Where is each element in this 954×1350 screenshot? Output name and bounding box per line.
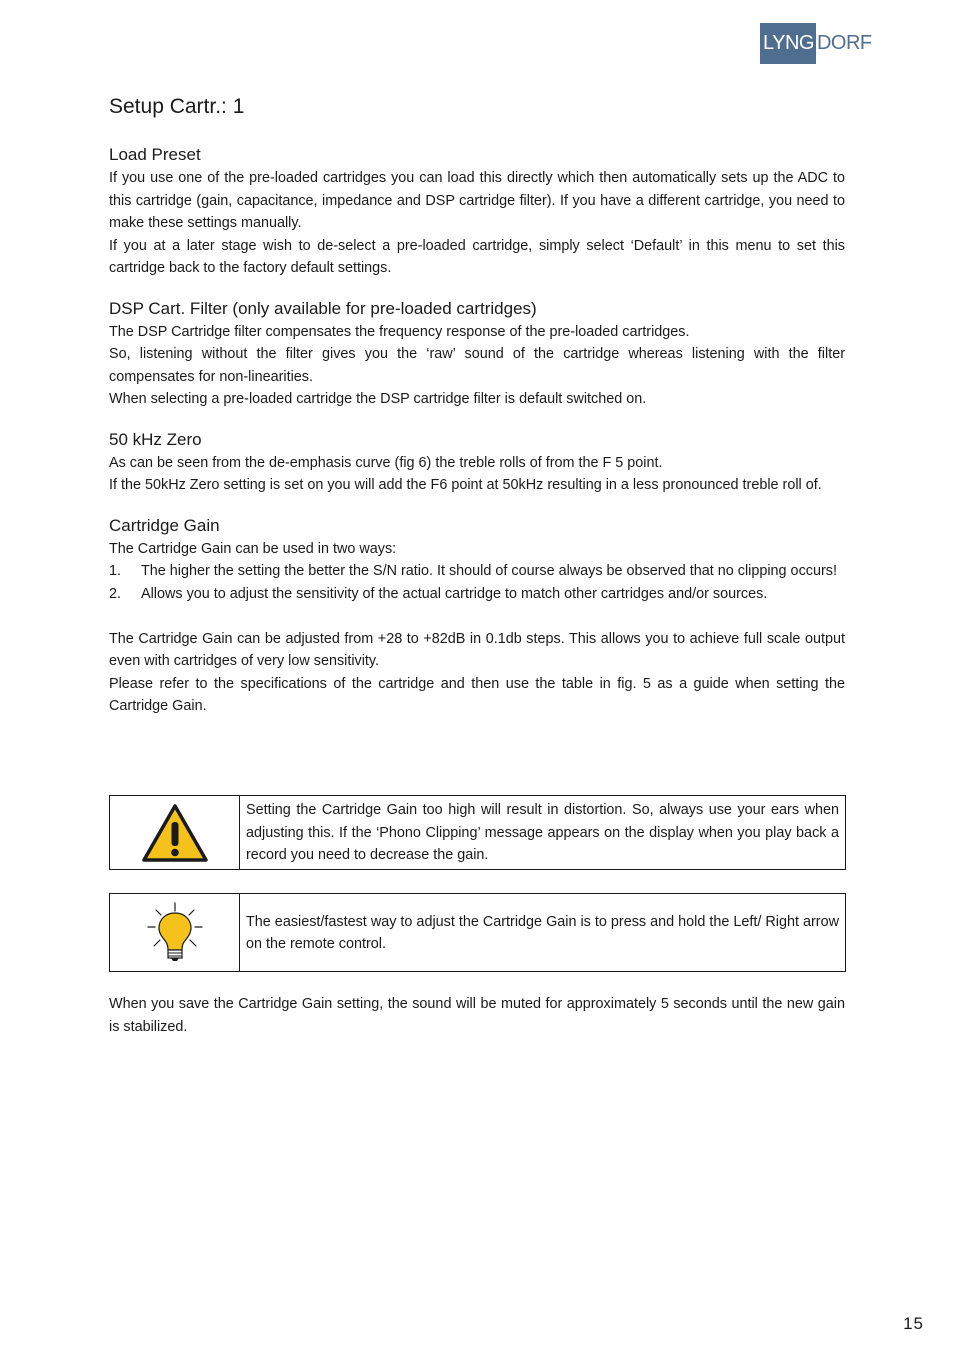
section-50khz-zero xyxy=(109,429,845,497)
list-item-text: The higher the setting the better the S/N ratio. It should of course always be observed that no clipping occurs! xyxy=(141,563,837,579)
page-title: Setup Cartr.: 1 xyxy=(109,95,245,118)
page-number: 15 xyxy=(903,1314,924,1333)
paragraph: When you save the Cartridge Gain setting, the sound will be muted for approximately 5 seconds until the new gain is stabilized. xyxy=(109,996,845,1035)
main-content xyxy=(109,92,845,736)
section-heading: Load Preset xyxy=(109,145,201,164)
tip-text-cell xyxy=(240,894,845,971)
paragraph: When selecting a pre-loaded cartridge the DSP cartridge filter is default switched on. xyxy=(109,391,647,407)
section-heading: Cartridge Gain xyxy=(109,515,220,535)
list-item xyxy=(109,583,845,606)
logo-box-text: LYNG xyxy=(760,23,816,64)
warning-callout xyxy=(109,795,846,870)
section-load-preset xyxy=(109,144,845,280)
list-item-number: 1. xyxy=(109,563,122,579)
paragraph: If you use one of the pre-loaded cartridges you can load this directly which then automatically sets up the ADC to this cartridge (gain, capacitance, impedance and DSP cartridge filter). If you have a different cartridge, you need to make these settings manually. xyxy=(109,170,845,231)
save-note xyxy=(109,993,845,1038)
tip-callout xyxy=(109,893,846,972)
section-heading: 50 kHz Zero xyxy=(109,429,202,449)
section-heading: DSP Cart. Filter (only available for pre-loaded cartridges) xyxy=(109,298,537,318)
list-item-text: Allows you to adjust the sensitivity of the actual cartridge to match other cartridges and/or sources. xyxy=(141,585,768,602)
list-item-number: 2. xyxy=(109,585,122,602)
section-cartridge-gain xyxy=(109,515,845,718)
warning-icon xyxy=(141,803,209,863)
paragraph: The Cartridge Gain can be adjusted from +28 to +82dB in 0.1db steps. This allows you to achieve full scale output even with cartridges of very low sensitivity. xyxy=(109,630,845,669)
lightbulb-icon xyxy=(143,901,207,965)
paragraph: As can be seen from the de-emphasis curve (fig 6) the treble rolls of from the F 5 point. xyxy=(109,454,663,471)
list-item xyxy=(109,560,845,583)
lyngdorf-logo xyxy=(760,23,872,64)
paragraph: If you at a later stage wish to de-select a pre-loaded cartridge, simply select ‘Default’ in this menu to set this cartridge back to the factory default settings. xyxy=(109,237,845,276)
logo-rest-text: DORF xyxy=(816,32,872,54)
numbered-list xyxy=(109,560,845,605)
paragraph-intro: The Cartridge Gain can be used in two ways: xyxy=(109,540,397,557)
paragraph: So, listening without the filter gives you the ‘raw’ sound of the cartridge whereas listening with the filter compensates for non-linearities. xyxy=(109,346,845,385)
warning-text-cell xyxy=(240,796,845,869)
paragraph: Please refer to the specifications of the cartridge and then use the table in fig. 5 as a guide when setting the Cartridge Gain. xyxy=(109,675,845,714)
warning-text: Setting the Cartridge Gain too high will result in distortion. So, always use your ears when adjusting this. If the ‘Phono Clipping’ message appears on the display when you play back a record you need to decrease the gain. xyxy=(246,802,839,864)
paragraph: If the 50kHz Zero setting is set on you will add the F6 point at 50kHz resulting in a less pronounced treble roll of. xyxy=(109,477,822,493)
spacer xyxy=(109,605,845,628)
section-dsp-cart-filter xyxy=(109,298,845,411)
tip-text: The easiest/fastest way to adjust the Cartridge Gain is to press and hold the Left/ Right arrow on the remote control. xyxy=(246,913,839,952)
paragraph: The DSP Cartridge filter compensates the frequency response of the pre-loaded cartridges. xyxy=(109,323,690,340)
tip-icon-cell xyxy=(110,894,240,971)
warning-icon-cell xyxy=(110,796,240,869)
